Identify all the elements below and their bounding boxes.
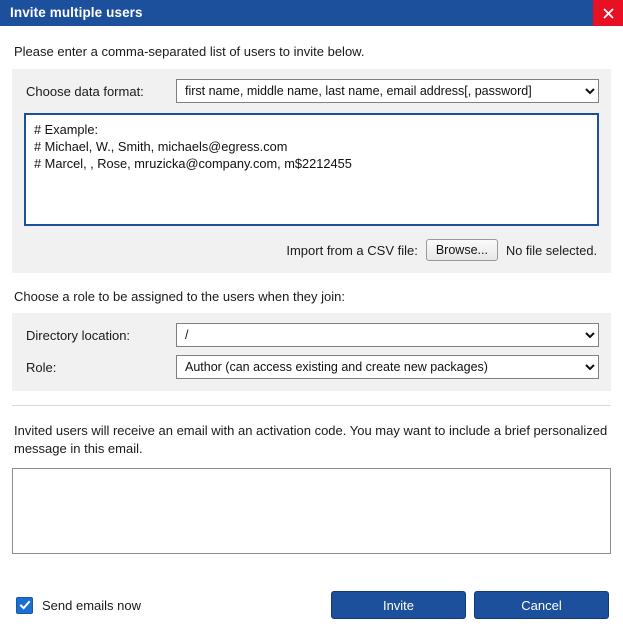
data-format-select[interactable] (176, 79, 599, 103)
data-entry-panel (12, 69, 611, 273)
dialog-title: Invite multiple users (10, 5, 143, 20)
send-emails-now-label: Send emails now (42, 597, 141, 613)
role-row (24, 355, 599, 379)
csv-import-label: Import from a CSV file: (286, 242, 418, 258)
section-divider (12, 405, 611, 406)
directory-location-select[interactable] (176, 323, 599, 347)
cancel-button[interactable]: Cancel (474, 591, 609, 619)
data-format-row (24, 79, 599, 103)
dialog-titlebar (0, 0, 623, 26)
invite-button[interactable]: Invite (331, 591, 466, 619)
role-section-heading: Choose a role to be assigned to the users when they join: (14, 289, 345, 304)
dialog-footer (0, 591, 623, 635)
directory-location-label: Directory location: (26, 327, 131, 343)
checkmark-icon[interactable] (16, 597, 33, 614)
intro-text: Please enter a comma-separated list of users to invite below. (14, 44, 365, 59)
role-panel (12, 313, 611, 391)
users-textarea[interactable] (24, 113, 599, 226)
personal-message-textarea[interactable] (12, 468, 611, 554)
footer-buttons (331, 591, 609, 619)
data-format-label: Choose data format: (26, 83, 144, 99)
role-select[interactable] (176, 355, 599, 379)
browse-button[interactable]: Browse... (426, 239, 498, 261)
dialog-body (0, 26, 623, 591)
close-icon[interactable] (593, 0, 623, 26)
csv-file-status: No file selected. (505, 242, 597, 258)
csv-import-row (24, 239, 599, 261)
directory-location-row (24, 323, 599, 347)
role-label: Role: (26, 359, 57, 375)
send-emails-now-toggle[interactable] (16, 597, 141, 614)
message-section-text: Invited users will receive an email with an activation code. You may want to include a brief personalized message in this email. (14, 423, 608, 456)
